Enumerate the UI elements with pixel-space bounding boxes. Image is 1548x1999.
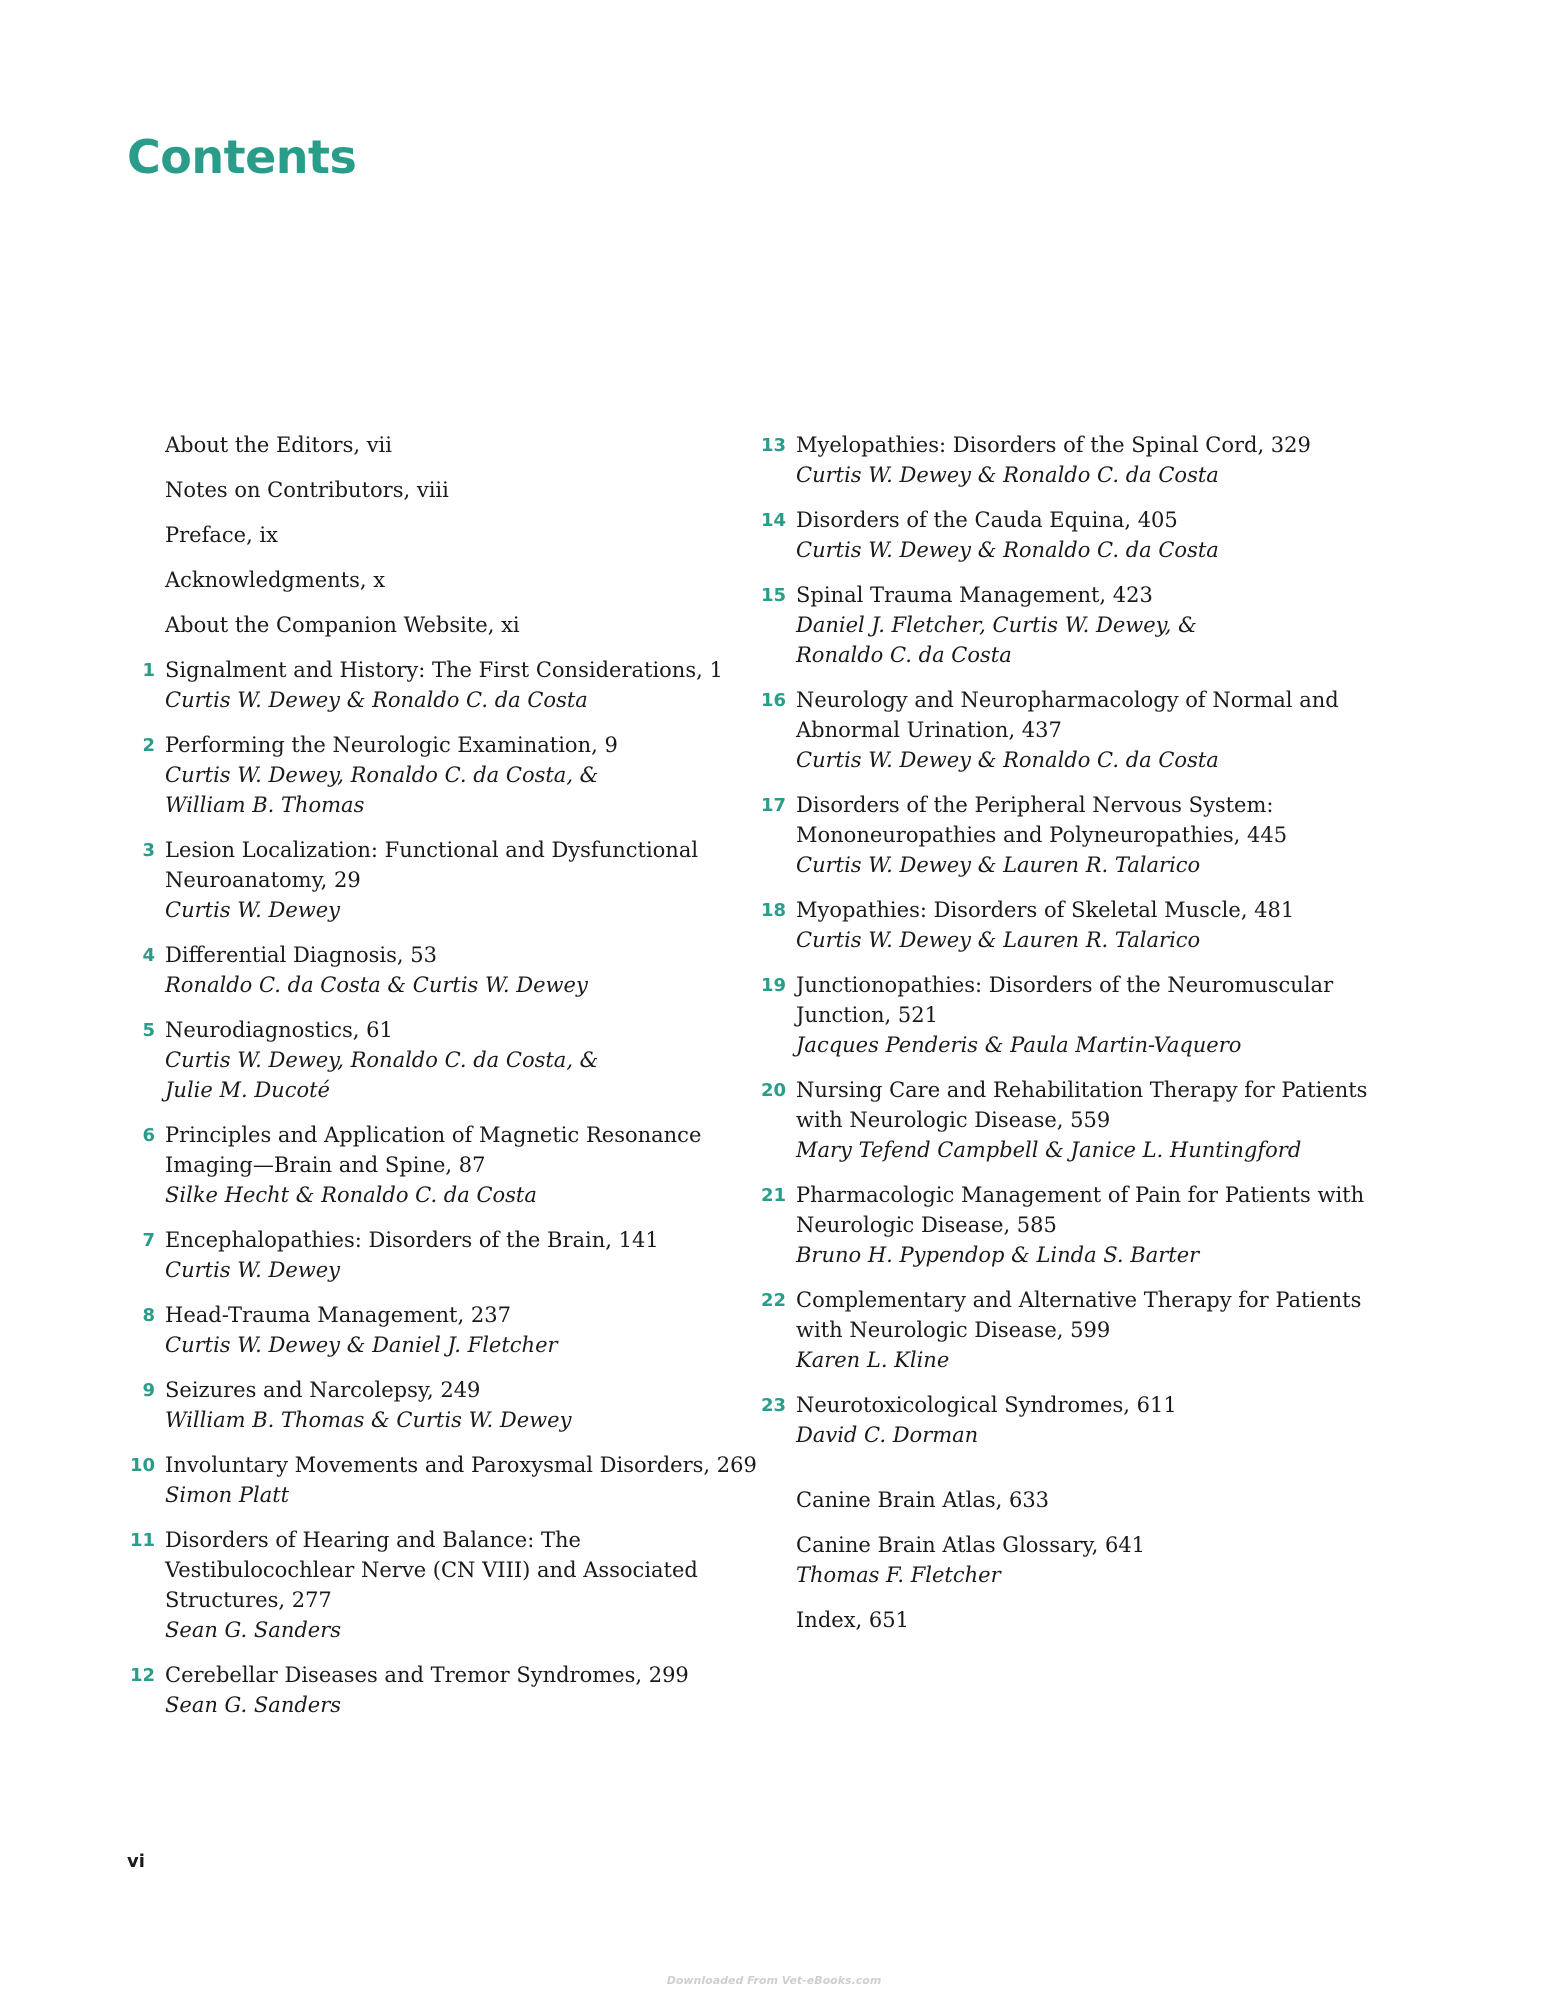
- chapter-title: Complementary and Alternative Therapy for Patients: [796, 1288, 1362, 1312]
- chapter-number: 18: [760, 900, 786, 921]
- chapter-title: Abnormal Urination, 437: [796, 718, 1062, 742]
- page-title: Contents: [127, 130, 357, 184]
- chapter-title: Signalment and History: The First Considerations, 1: [165, 658, 723, 682]
- back-matter-entry[interactable]: [758, 1485, 1398, 1515]
- toc-entry-chapter-22[interactable]: [758, 1285, 1398, 1375]
- chapter-authors: David C. Dorman: [796, 1423, 979, 1447]
- chapter-number: 3: [142, 840, 155, 861]
- chapter-number: 7: [142, 1230, 155, 1251]
- chapter-authors: Sean G. Sanders: [165, 1693, 342, 1717]
- toc-entry-chapter-21[interactable]: [758, 1180, 1398, 1270]
- toc-entry-chapter-18[interactable]: [758, 895, 1398, 955]
- chapter-authors: Curtis W. Dewey & Ronaldo C. da Costa: [796, 463, 1219, 487]
- chapter-number: 4: [142, 945, 155, 966]
- toc-column-right: [758, 430, 1398, 1650]
- chapter-number: 13: [760, 435, 786, 456]
- chapter-authors: Curtis W. Dewey & Daniel J. Fletcher: [165, 1333, 558, 1357]
- toc-entry-chapter-4[interactable]: [127, 940, 767, 1000]
- chapter-title: Spinal Trauma Management, 423: [796, 583, 1153, 607]
- front-matter-about-editors[interactable]: About the Editors, vii: [165, 433, 392, 457]
- front-matter-preface[interactable]: Preface, ix: [165, 523, 278, 547]
- chapter-title: with Neurologic Disease, 599: [796, 1318, 1111, 1342]
- toc-entry-chapter-14[interactable]: [758, 505, 1398, 565]
- chapter-title: Cerebellar Diseases and Tremor Syndromes, 299: [165, 1663, 689, 1687]
- toc-entry-chapter-11[interactable]: [127, 1525, 767, 1645]
- chapter-number: 10: [129, 1455, 155, 1476]
- back-matter-entry[interactable]: [758, 1530, 1398, 1590]
- toc-entry-chapter-8[interactable]: [127, 1300, 767, 1360]
- back-matter-authors: Thomas F. Fletcher: [796, 1563, 1001, 1587]
- chapter-title: Neurologic Disease, 585: [796, 1213, 1057, 1237]
- toc-entry-chapter-12[interactable]: [127, 1660, 767, 1720]
- toc-entry-chapter-9[interactable]: [127, 1375, 767, 1435]
- chapter-title: Myopathies: Disorders of Skeletal Muscle, 481: [796, 898, 1295, 922]
- chapter-authors: Karen L. Kline: [796, 1348, 950, 1372]
- chapter-authors: Mary Tefend Campbell & Janice L. Huntingford: [796, 1138, 1302, 1162]
- chapter-authors: Bruno H. Pypendop & Linda S. Barter: [796, 1243, 1200, 1267]
- chapter-number: 2: [142, 735, 155, 756]
- chapter-authors: William B. Thomas & Curtis W. Dewey: [165, 1408, 572, 1432]
- chapter-number: 8: [142, 1305, 155, 1326]
- chapter-title: Encephalopathies: Disorders of the Brain, 141: [165, 1228, 659, 1252]
- chapter-authors: Jacques Penderis & Paula Martin-Vaquero: [796, 1033, 1242, 1057]
- chapter-authors: Sean G. Sanders: [165, 1618, 342, 1642]
- chapter-title: with Neurologic Disease, 559: [796, 1108, 1111, 1132]
- chapter-title: Disorders of the Cauda Equina, 405: [796, 508, 1178, 532]
- toc-entry-chapter-3[interactable]: [127, 835, 767, 925]
- chapter-authors: Ronaldo C. da Costa: [796, 643, 1012, 667]
- chapter-title: Neurodiagnostics, 61: [165, 1018, 393, 1042]
- chapter-number: 9: [142, 1380, 155, 1401]
- chapter-title: Principles and Application of Magnetic Resonance: [165, 1123, 702, 1147]
- chapter-number: 23: [760, 1395, 786, 1416]
- chapter-number: 11: [129, 1530, 155, 1551]
- back-matter-title: Canine Brain Atlas, 633: [796, 1488, 1050, 1512]
- front-matter-companion-website[interactable]: About the Companion Website, xi: [165, 613, 520, 637]
- chapter-number: 16: [760, 690, 786, 711]
- chapter-title: Myelopathies: Disorders of the Spinal Cord, 329: [796, 433, 1311, 457]
- chapter-title: Mononeuropathies and Polyneuropathies, 445: [796, 823, 1288, 847]
- chapter-authors: Daniel J. Fletcher, Curtis W. Dewey, &: [796, 613, 1197, 637]
- toc-entry-chapter-1[interactable]: [127, 655, 767, 715]
- chapter-number: 20: [760, 1080, 786, 1101]
- chapter-title: Disorders of Hearing and Balance: The: [165, 1528, 581, 1552]
- chapter-authors: Curtis W. Dewey: [165, 1258, 341, 1282]
- chapter-title: Involuntary Movements and Paroxysmal Disorders, 269: [165, 1453, 757, 1477]
- chapter-number: 21: [760, 1185, 786, 1206]
- chapter-authors: Simon Platt: [165, 1483, 290, 1507]
- chapter-title: Imaging—Brain and Spine, 87: [165, 1153, 486, 1177]
- chapter-authors: Curtis W. Dewey & Ronaldo C. da Costa: [796, 538, 1219, 562]
- chapter-number: 15: [760, 585, 786, 606]
- chapter-title: Differential Diagnosis, 53: [165, 943, 437, 967]
- chapter-authors: Curtis W. Dewey, Ronaldo C. da Costa, &: [165, 1048, 599, 1072]
- toc-entry-chapter-19[interactable]: [758, 970, 1398, 1060]
- chapter-number: 17: [760, 795, 786, 816]
- toc-entry-chapter-23[interactable]: [758, 1390, 1398, 1450]
- chapter-title: Junctionopathies: Disorders of the Neuromuscular: [796, 973, 1334, 997]
- chapter-authors: William B. Thomas: [165, 793, 365, 817]
- chapter-title: Lesion Localization: Functional and Dysfunctional: [165, 838, 699, 862]
- chapter-title: Neurology and Neuropharmacology of Normal and: [796, 688, 1339, 712]
- chapter-title: Disorders of the Peripheral Nervous System:: [796, 793, 1274, 817]
- chapter-title: Neurotoxicological Syndromes, 611: [796, 1393, 1177, 1417]
- toc-entry-chapter-2[interactable]: [127, 730, 767, 820]
- toc-column-left: [127, 430, 767, 1735]
- chapter-title: Neuroanatomy, 29: [165, 868, 361, 892]
- back-matter-title: Index, 651: [796, 1608, 909, 1632]
- chapter-authors: Julie M. Ducoté: [165, 1078, 330, 1102]
- chapter-number: 5: [142, 1020, 155, 1041]
- toc-entry-chapter-20[interactable]: [758, 1075, 1398, 1165]
- toc-entry-chapter-17[interactable]: [758, 790, 1398, 880]
- chapter-number: 22: [760, 1290, 786, 1311]
- chapter-authors: Curtis W. Dewey, Ronaldo C. da Costa, &: [165, 763, 599, 787]
- chapter-number: 1: [142, 660, 155, 681]
- chapter-authors: Curtis W. Dewey & Ronaldo C. da Costa: [165, 688, 588, 712]
- toc-entry-chapter-13[interactable]: [758, 430, 1398, 490]
- chapter-title: Performing the Neurologic Examination, 9: [165, 733, 618, 757]
- chapter-number: 6: [142, 1125, 155, 1146]
- back-matter-title: Canine Brain Atlas Glossary, 641: [796, 1533, 1146, 1557]
- chapter-number: 14: [760, 510, 786, 531]
- page-number: vi: [127, 1851, 145, 1872]
- toc-entry-chapter-16[interactable]: [758, 685, 1398, 775]
- chapter-authors: Curtis W. Dewey & Lauren R. Talarico: [796, 853, 1201, 877]
- chapter-authors: Silke Hecht & Ronaldo C. da Costa: [165, 1183, 537, 1207]
- toc-entry-chapter-15[interactable]: [758, 580, 1398, 670]
- chapter-title: Seizures and Narcolepsy, 249: [165, 1378, 481, 1402]
- toc-entry-chapter-5[interactable]: [127, 1015, 767, 1105]
- spacer: [758, 1465, 1398, 1485]
- chapter-title: Pharmacologic Management of Pain for Patients with: [796, 1183, 1365, 1207]
- toc-entry-chapter-10[interactable]: [127, 1450, 767, 1510]
- watermark: Downloaded From Vet-eBooks.com: [666, 1974, 882, 1987]
- chapter-title: Junction, 521: [796, 1003, 938, 1027]
- front-matter-acknowledgments[interactable]: Acknowledgments, x: [165, 568, 386, 592]
- chapter-title: Structures, 277: [165, 1588, 332, 1612]
- chapter-authors: Curtis W. Dewey & Ronaldo C. da Costa: [796, 748, 1219, 772]
- toc-entry-chapter-7[interactable]: [127, 1225, 767, 1285]
- chapter-authors: Curtis W. Dewey: [165, 898, 341, 922]
- back-matter-entry[interactable]: [758, 1605, 1398, 1635]
- chapter-title: Head-Trauma Management, 237: [165, 1303, 511, 1327]
- chapter-number: 12: [129, 1665, 155, 1686]
- chapter-authors: Curtis W. Dewey & Lauren R. Talarico: [796, 928, 1201, 952]
- chapter-authors: Ronaldo C. da Costa & Curtis W. Dewey: [165, 973, 588, 997]
- chapter-title: Nursing Care and Rehabilitation Therapy for Patients: [796, 1078, 1368, 1102]
- chapter-title: Vestibulocochlear Nerve (CN VIII) and Associated: [165, 1558, 698, 1582]
- chapter-number: 19: [760, 975, 786, 996]
- front-matter-contributors[interactable]: Notes on Contributors, viii: [165, 478, 449, 502]
- toc-entry-chapter-6[interactable]: [127, 1120, 767, 1210]
